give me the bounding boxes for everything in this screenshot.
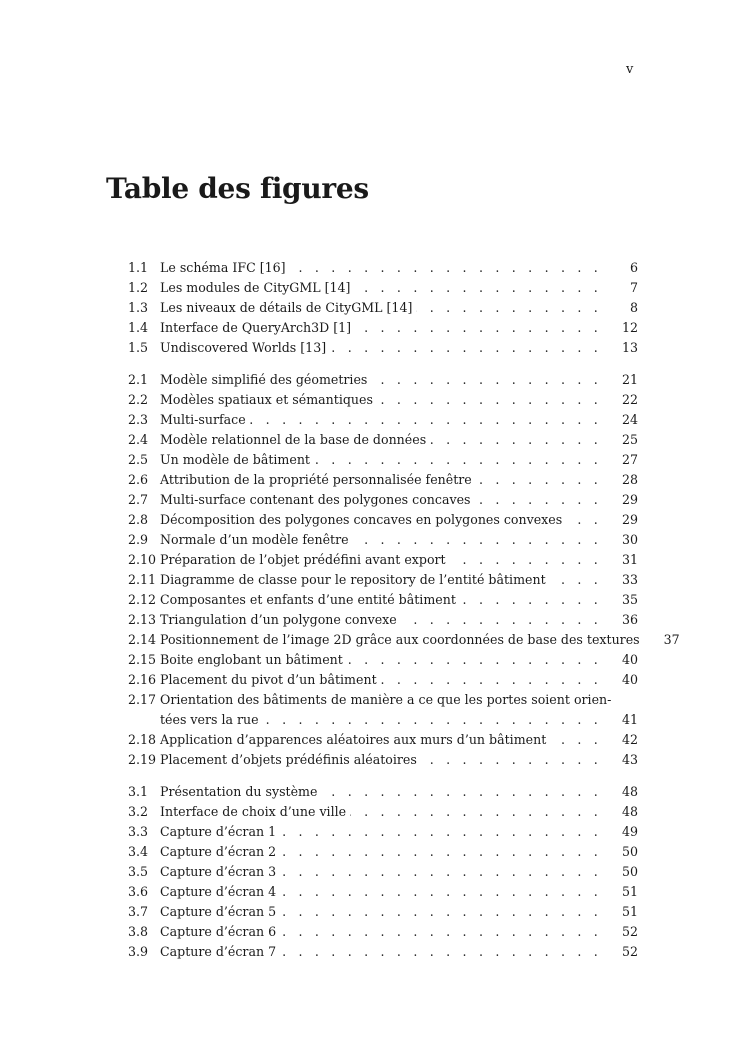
figure-title[interactable]: Modèles spatiaux et sémantiques [160, 392, 373, 407]
figure-number: 3.9 [128, 944, 149, 959]
figure-title[interactable]: Modèle relationnel de la base de données [160, 432, 427, 447]
list-item[interactable] [128, 650, 638, 670]
figure-page[interactable]: 40 [621, 672, 638, 687]
figure-title[interactable]: Capture d’écran 7 [160, 944, 277, 959]
figure-title[interactable]: Les niveaux de détails de CityGML [14] [160, 300, 413, 315]
dot-leader [550, 730, 602, 750]
figure-title[interactable]: Préparation de l’objet prédéfini avant export [160, 552, 446, 567]
figure-page[interactable]: 52 [621, 944, 638, 959]
figure-title[interactable]: Décomposition des polygones concaves en polygones convexes [160, 512, 563, 527]
list-item[interactable] [128, 450, 638, 470]
list-item[interactable] [128, 278, 638, 298]
list-item[interactable] [128, 530, 638, 550]
figure-number: 2.19 [128, 752, 157, 767]
figure-page[interactable]: 30 [621, 532, 638, 547]
list-item[interactable] [128, 390, 638, 410]
list-item[interactable] [128, 942, 638, 962]
figure-page[interactable]: 51 [621, 884, 638, 899]
figure-number: 2.4 [128, 432, 149, 447]
dot-leader [401, 610, 602, 630]
figure-page[interactable]: 36 [621, 612, 638, 627]
figure-number: 2.7 [128, 492, 149, 507]
figure-page[interactable]: 27 [621, 452, 638, 467]
list-item[interactable] [128, 822, 638, 842]
figure-number: 1.4 [128, 320, 149, 335]
page-number: v [626, 62, 634, 77]
list-item[interactable] [128, 730, 638, 750]
list-item[interactable] [128, 318, 638, 338]
list-item[interactable] [128, 490, 638, 510]
list-item[interactable] [128, 590, 638, 610]
figure-page[interactable]: 24 [621, 412, 638, 427]
figure-page[interactable]: 43 [621, 752, 638, 767]
figure-number: 2.15 [128, 652, 157, 667]
figure-page[interactable]: 37 [663, 632, 680, 647]
figure-number: 3.2 [128, 804, 149, 819]
figure-page[interactable]: 49 [621, 824, 638, 839]
figure-page[interactable]: 12 [621, 320, 638, 335]
figure-page[interactable]: 48 [621, 784, 638, 799]
dot-leader [377, 390, 602, 410]
figure-number: 2.9 [128, 532, 149, 547]
figure-list [128, 258, 680, 974]
figure-number: 2.13 [128, 612, 157, 627]
figure-page[interactable]: 28 [621, 472, 638, 487]
list-item[interactable] [128, 842, 638, 862]
figure-title[interactable]: Les modules de CityGML [14] [160, 280, 351, 295]
figure-title[interactable]: Capture d’écran 3 [160, 864, 277, 879]
figure-title[interactable]: Multi-surface contenant des polygones concaves [160, 492, 471, 507]
figure-page[interactable]: 48 [621, 804, 638, 819]
figure-number: 2.8 [128, 512, 149, 527]
list-item[interactable] [128, 610, 638, 630]
figure-number: 1.5 [128, 340, 149, 355]
figure-number: 3.4 [128, 844, 149, 859]
dot-leader [474, 490, 602, 510]
figure-page[interactable]: 50 [621, 864, 638, 879]
figure-title[interactable]: Interface de QueryArch3D [1] [160, 320, 352, 335]
figure-number: 1.3 [128, 300, 149, 315]
list-item[interactable] [128, 410, 638, 430]
figure-title[interactable]: Composantes et enfants d’une entité bâtiment [160, 592, 456, 607]
figure-number: 3.8 [128, 924, 149, 939]
figure-title[interactable]: Interface de choix d’une ville [160, 804, 347, 819]
dot-leader [350, 802, 602, 822]
figure-title[interactable]: Capture d’écran 1 [160, 824, 277, 839]
list-item[interactable] [128, 862, 638, 882]
figure-page[interactable]: 33 [621, 572, 638, 587]
list-item[interactable] [128, 882, 638, 902]
figure-title-continuation[interactable]: tées vers la rue [160, 712, 259, 727]
figure-group [128, 370, 680, 770]
list-item[interactable] [128, 690, 638, 710]
list-item-continuation[interactable] [128, 710, 638, 730]
dot-leader [321, 782, 602, 802]
figure-number: 3.3 [128, 824, 149, 839]
figure-page[interactable]: 52 [621, 924, 638, 939]
figure-page[interactable]: 8 [629, 300, 638, 315]
dot-leader [371, 370, 602, 390]
dot-leader [476, 470, 602, 490]
figure-number: 2.11 [128, 572, 157, 587]
figure-group [128, 258, 638, 358]
list-item[interactable] [128, 298, 638, 318]
figure-number: 1.1 [128, 260, 149, 275]
dot-leader [290, 258, 602, 278]
figure-number: 2.17 [128, 692, 157, 707]
figure-title[interactable]: Capture d’écran 4 [160, 884, 277, 899]
dot-leader [280, 922, 602, 942]
figure-page[interactable]: 41 [621, 712, 638, 727]
figure-title[interactable]: Capture d’écran 5 [160, 904, 277, 919]
figure-group [128, 782, 638, 962]
dot-leader [250, 410, 602, 430]
figure-number: 2.10 [128, 552, 157, 567]
figure-page[interactable]: 25 [621, 432, 638, 447]
figure-number: 2.3 [128, 412, 149, 427]
figure-title[interactable]: Capture d’écran 6 [160, 924, 277, 939]
figure-page[interactable]: 31 [621, 552, 638, 567]
figure-title[interactable]: Multi-surface [160, 412, 246, 427]
figure-title[interactable]: Placement du pivot d’un bâtiment [160, 672, 377, 687]
figure-title[interactable]: Le schéma IFC [16] [160, 260, 286, 275]
dot-leader [566, 510, 602, 530]
figure-page[interactable]: 29 [621, 492, 638, 507]
figure-page[interactable]: 42 [621, 732, 638, 747]
page-title: Table des figures [106, 172, 369, 205]
list-item[interactable] [128, 258, 638, 278]
dot-leader [460, 590, 602, 610]
list-item[interactable] [128, 922, 638, 942]
dot-leader [355, 318, 602, 338]
dot-leader [280, 942, 602, 962]
figure-page[interactable]: 35 [621, 592, 638, 607]
figure-title[interactable]: Placement d’objets prédéfinis aléatoires [160, 752, 417, 767]
dot-leader [354, 278, 602, 298]
dot-leader [450, 550, 602, 570]
dot-leader [280, 822, 602, 842]
dot-leader [280, 842, 602, 862]
figure-title[interactable]: Attribution de la propriété personnalisée fenêtre [160, 472, 472, 487]
dot-leader [421, 750, 602, 770]
figure-title[interactable]: Undiscovered Worlds [13] [160, 340, 327, 355]
figure-page[interactable]: 13 [621, 340, 638, 355]
figure-number: 3.5 [128, 864, 149, 879]
figure-number: 2.2 [128, 392, 149, 407]
figure-title[interactable]: Modèle simplifié des géometries [160, 372, 368, 387]
figure-title[interactable]: Un modèle de bâtiment [160, 452, 310, 467]
figure-number: 2.16 [128, 672, 157, 687]
figure-number: 2.5 [128, 452, 149, 467]
list-item[interactable] [128, 670, 638, 690]
dot-leader [347, 650, 602, 670]
list-item[interactable] [128, 370, 638, 390]
figure-title[interactable]: Positionnement de l’image 2D grâce aux coordonnées de base des textures [160, 632, 640, 647]
figure-title[interactable]: Orientation des bâtiments de manière a ce que les portes soient orien- [160, 692, 612, 707]
figure-page[interactable]: 29 [621, 512, 638, 527]
dot-leader [381, 670, 602, 690]
dot-leader [280, 902, 602, 922]
list-item[interactable] [128, 430, 638, 450]
dot-leader [330, 338, 602, 358]
dot-leader [416, 298, 602, 318]
dot-leader [314, 450, 602, 470]
figure-title[interactable]: Diagramme de classe pour le repository de l’entité bâtiment [160, 572, 546, 587]
figure-title[interactable]: Application d’apparences aléatoires aux murs d’un bâtiment [160, 732, 547, 747]
figure-number: 2.1 [128, 372, 149, 387]
dot-leader [280, 882, 602, 902]
figure-title[interactable]: Normale d’un modèle fenêtre [160, 532, 349, 547]
dot-leader [263, 710, 602, 730]
list-item[interactable] [128, 570, 638, 590]
dot-leader [280, 862, 602, 882]
figure-title[interactable]: Présentation du système [160, 784, 318, 799]
figure-title[interactable]: Boite englobant un bâtiment [160, 652, 343, 667]
figure-page[interactable]: 51 [621, 904, 638, 919]
figure-page[interactable]: 40 [621, 652, 638, 667]
dot-leader [430, 430, 602, 450]
list-item[interactable] [128, 470, 638, 490]
dot-leader [550, 570, 602, 590]
figure-number: 2.12 [128, 592, 157, 607]
figure-page[interactable]: 6 [629, 260, 638, 275]
figure-page[interactable]: 21 [621, 372, 638, 387]
figure-page[interactable]: 7 [629, 280, 638, 295]
list-item[interactable] [128, 782, 638, 802]
figure-number: 2.6 [128, 472, 149, 487]
figure-title[interactable]: Triangulation d’un polygone convexe [160, 612, 397, 627]
figure-page[interactable]: 50 [621, 844, 638, 859]
figure-number: 2.14 [128, 632, 157, 647]
figure-number: 3.1 [128, 784, 149, 799]
figure-title[interactable]: Capture d’écran 2 [160, 844, 277, 859]
list-item[interactable] [128, 510, 638, 530]
list-item[interactable] [128, 338, 638, 358]
figure-number: 3.6 [128, 884, 149, 899]
list-item[interactable] [128, 802, 638, 822]
list-item[interactable] [128, 902, 638, 922]
dot-leader [353, 530, 602, 550]
list-item[interactable] [128, 630, 680, 650]
figure-number: 3.7 [128, 904, 149, 919]
figure-number: 1.2 [128, 280, 149, 295]
figure-number: 2.18 [128, 732, 157, 747]
list-item[interactable] [128, 550, 638, 570]
figure-page[interactable]: 22 [621, 392, 638, 407]
list-item[interactable] [128, 750, 638, 770]
